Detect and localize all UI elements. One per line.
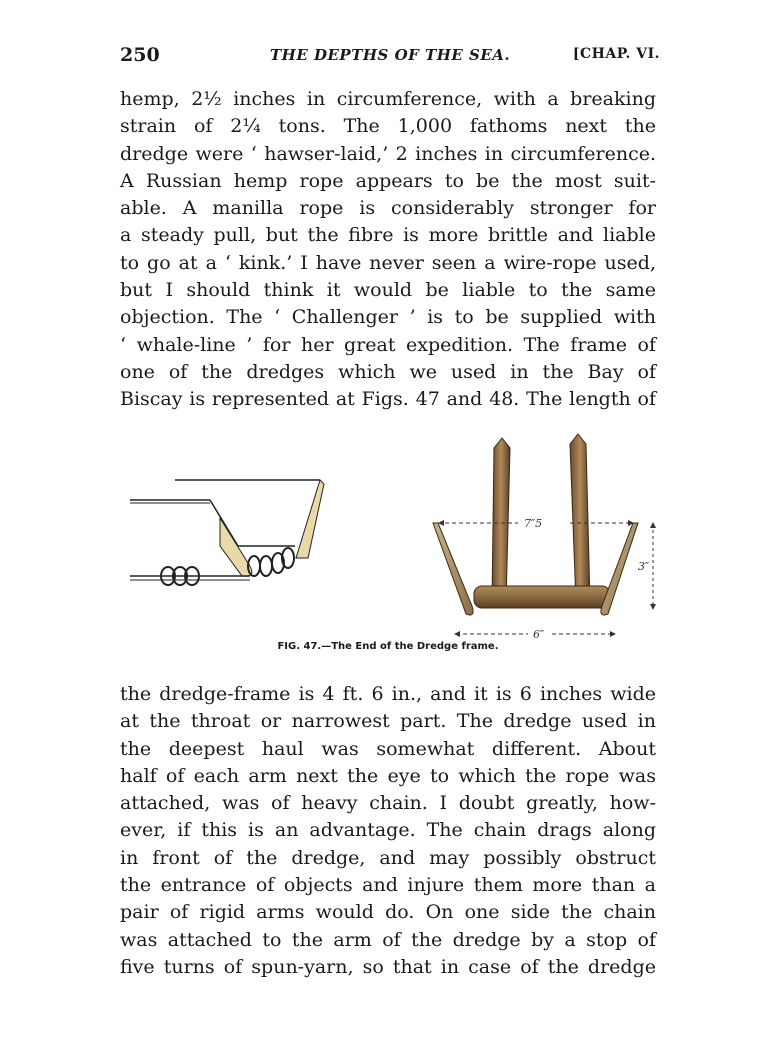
text-line: ‘ whale-line ’ for her great expedition. The frame of (120, 333, 656, 356)
text-line: the entrance of objects and injure them more than a (120, 874, 656, 897)
paragraph-bottom (120, 681, 656, 981)
text-line: a steady pull, but the fibre is more brittle and liable (120, 224, 656, 247)
dredge-frame-side-view (130, 480, 324, 585)
text-line: at the throat or narrowest part. The dredge used in (120, 710, 656, 733)
dim-bottom-label: 6″ (533, 628, 545, 641)
text-line: A Russian hemp rope appears to be the most suit- (120, 169, 656, 192)
text-line: to go at a ‘ kink.’ I have never seen a wire-rope used, (120, 251, 656, 274)
text-line: ever, if this is an advantage. The chain drags along (120, 819, 656, 842)
text-line: was attached to the arm of the dredge by a stop of (120, 928, 656, 951)
text-line: able. A manilla rope is considerably stronger for (120, 197, 656, 220)
text-line: the dredge-frame is 4 ft. 6 in., and it is 6 inches wide (120, 683, 656, 705)
page-number: 250 (120, 44, 160, 66)
dredge-frame-front-view (433, 434, 656, 641)
text-line: half of each arm next the eye to which the rope was (120, 764, 656, 787)
dim-height-label: 3″ (638, 560, 650, 573)
text-line: hemp, 2½ inches in circumference, with a breaking (120, 88, 656, 110)
figure-caption: FIG. 47.—The End of the Dredge frame. (277, 641, 499, 652)
text-line: but I should think it would be liable to the same (120, 279, 656, 302)
chapter-label: [CHAP. VI. (572, 46, 660, 62)
paragraph-top (120, 86, 656, 414)
text-line: in front of the dredge, and may possibly obstruct (120, 846, 656, 869)
dim-width-label: 7″5 (524, 517, 543, 530)
text-line: objection. The ‘ Challenger ’ is to be supplied with (120, 306, 656, 329)
text-line: strain of 2¼ tons. The 1,000 fathoms next the (120, 115, 656, 138)
text-line: attached, was of heavy chain. I doubt greatly, how- (120, 792, 656, 815)
text-line: Biscay is represented at Figs. 47 and 48. The length of (120, 388, 656, 411)
figure-dredge-frame (120, 428, 656, 668)
text-line: five turns of spun-yarn, so that in case of the dredge (120, 955, 656, 978)
text-line: the deepest haul was somewhat different. About (120, 737, 656, 760)
running-title: THE DEPTHS OF THE SEA. (270, 46, 511, 64)
text-line: dredge were ‘ hawser-laid,’ 2 inches in circumference. (120, 142, 656, 165)
running-header (120, 44, 660, 70)
text-line: pair of rigid arms would do. On one side the chain (120, 901, 656, 924)
dredge-illustration (120, 428, 656, 668)
text-line: one of the dredges which we used in the Bay of (120, 360, 656, 383)
